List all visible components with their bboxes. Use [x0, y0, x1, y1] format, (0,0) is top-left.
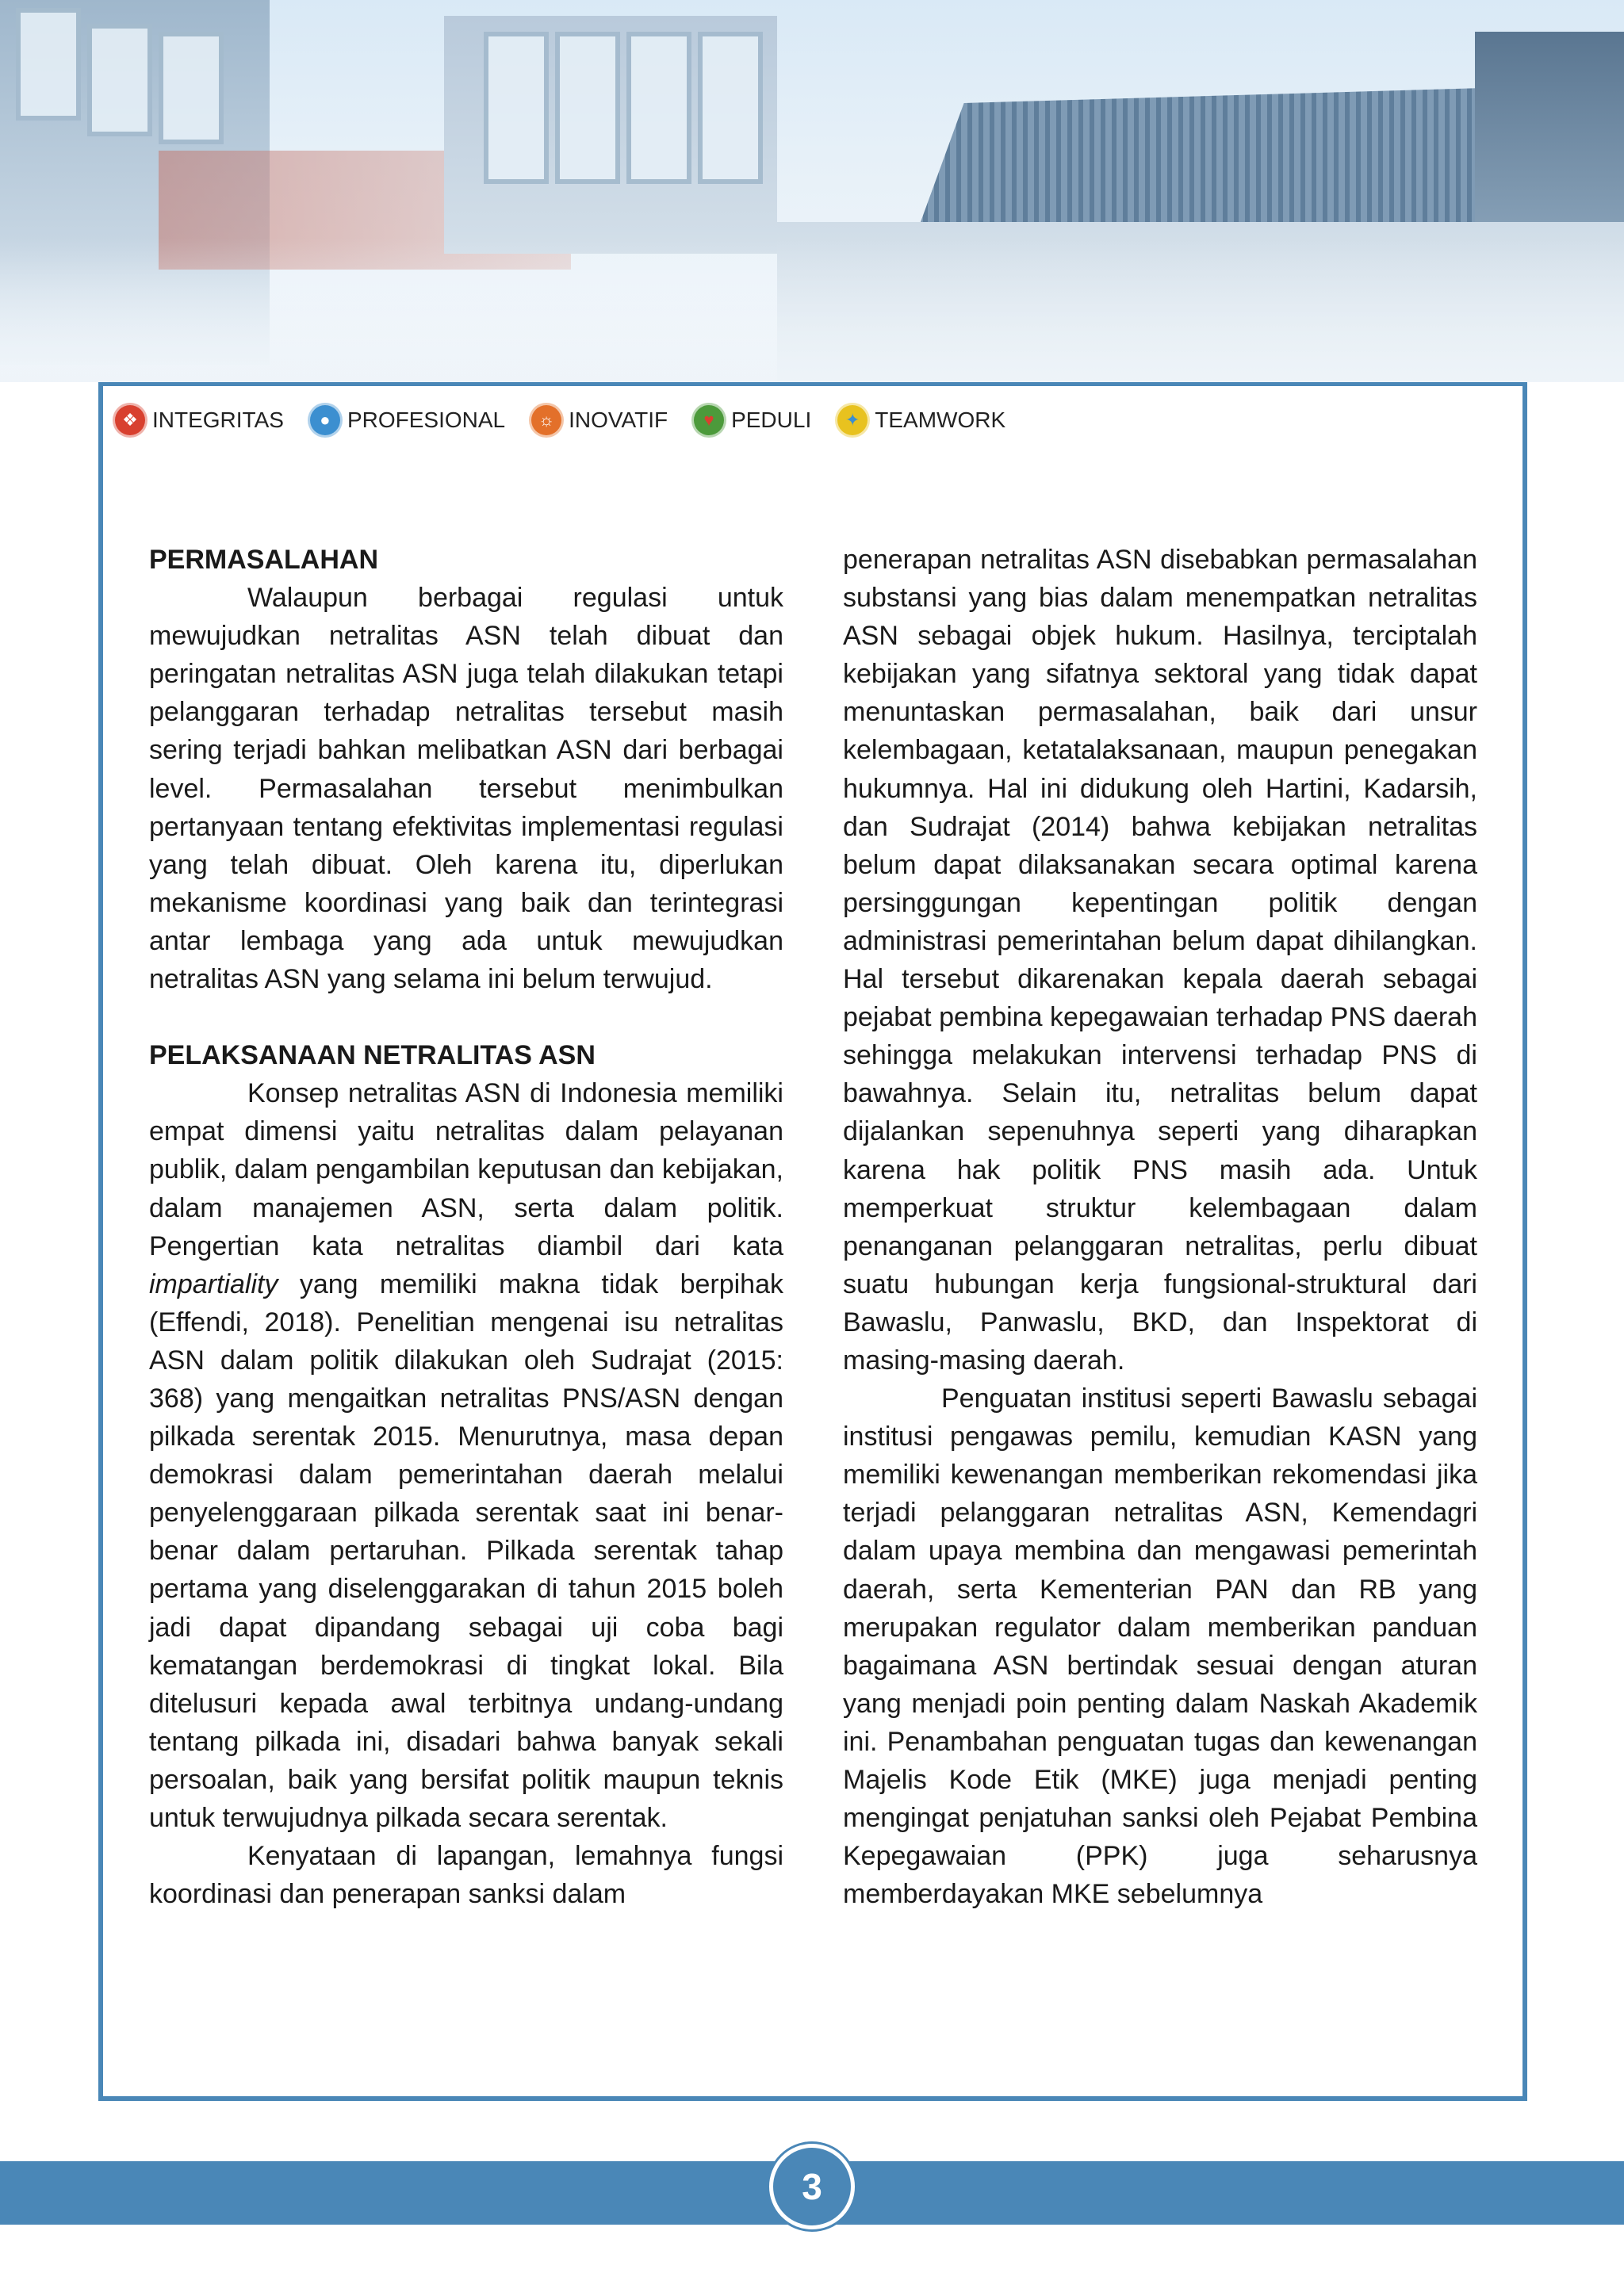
header-fade: [0, 238, 1624, 382]
section-heading-pelaksanaan: PELAKSANAAN NETRALITAS ASN: [149, 1040, 596, 1071]
right-column: [843, 541, 1477, 1913]
window: [159, 32, 224, 144]
core-values-bar: [113, 401, 1029, 439]
paragraph-text: Konsep netralitas ASN di Indonesia memiliki empat dimensi yaitu netralitas dalam pelayanan publik, dalam pengambilan keputusan dan kebijakan, dalam manajemen ASN, serta dalam politik. Pengertian kata netralitas diambil dari kata: [149, 1078, 783, 1261]
paragraph-text: yang memiliki makna tidak berpihak (Effendi, 2018). Penelitian mengenai isu netralitas ASN dalam politik dilakukan oleh Sudrajat (2015: 368) yang mengaitkan netralitas PNS/ASN dengan pilkada serentak 2015. Menurutnya, masa depan demokrasi dalam pemerintahan daerah melalui penyelenggaraan pilkada serentak saat ini benar-benar dalam pertaruhan. Pilkada serentak tahap pertama yang diselenggarakan di tahun 2015 boleh jadi dapat dipandang sebagai uji coba bagi kematangan berdemokrasi di tingkat lokal. Bila ditelusuri kepada awal terbitnya undang-undang tentang pilkada ini, disadari bahwa banyak sekali persoalan, baik yang bersifat politik maupun teknis untuk terwujudnya pilkada secara serentak.: [149, 1269, 783, 1833]
value-integritas: [113, 403, 284, 438]
team-icon: ✦: [835, 403, 870, 438]
window: [626, 32, 691, 184]
page-number: 3: [769, 2144, 855, 2229]
value-label: INTEGRITAS: [152, 408, 284, 432]
value-label: INOVATIF: [569, 408, 668, 432]
heart-hands-icon: ♥: [691, 403, 726, 438]
value-label: PROFESIONAL: [347, 408, 506, 432]
italic-term: impartiality: [149, 1269, 278, 1299]
paragraph: penerapan netralitas ASN disebabkan permasalahan substansi yang bias dalam menempatkan netralitas ASN sebagai objek hukum. Hasilnya, terciptalah kebijakan yang sifatnya sektoral yang tidak dapat menuntaskan permasalahan, baik dari unsur kelembagaan, ketatalaksanaan, maupun penegakan hukumnya. Hal ini didukung oleh Hartini, Kadarsih, dan Sudrajat (2014) bahwa kebijakan netralitas belum dapat dilaksanakan secara optimal karena persinggungan kepentingan politik dengan administrasi pemerintahan belum dapat dihilangkan. Hal tersebut dikarenakan kepala daerah sebagai pejabat pembina kepegawaian terhadap PNS daerah sehingga melakukan intervensi terhadap PNS di bawahnya. Selain itu, netralitas belum dapat dijalankan sepenuhnya seperti yang diharapkan karena hak politik PNS masih ada. Untuk memperkuat struktur kelembagaan dalam penanganan pelanggaran netralitas, perlu dibuat suatu hubungan kerja fungsional-struktural dari Bawaslu, Panwaslu, BKD, dan Inspektorat di masing-masing daerah.: [843, 545, 1477, 1376]
header-photo: [0, 0, 1624, 382]
value-inovatif: [529, 403, 668, 438]
window: [555, 32, 620, 184]
paragraph: Kenyataan di lapangan, lemahnya fungsi koordinasi dan penerapan sanksi dalam: [149, 1841, 783, 1910]
head-icon: ●: [308, 403, 343, 438]
window: [484, 32, 549, 184]
section-heading-permasalahan: PERMASALAHAN: [149, 545, 378, 575]
value-label: PEDULI: [731, 408, 812, 432]
value-label: TEAMWORK: [875, 408, 1006, 432]
value-teamwork: [835, 403, 1005, 438]
window: [698, 32, 763, 184]
value-profesional: [308, 403, 505, 438]
paragraph: Penguatan institusi seperti Bawaslu sebagai institusi pengawas pemilu, kemudian KASN yang memiliki kewenangan memberikan rekomendasi jika terjadi pelanggaran netralitas ASN, Kemendagri dalam upaya membina dan mengawasi pemerintah daerah, serta Kementerian PAN dan RB yang merupakan regulator dalam memberikan panduan bagaimana ASN bertindak sesuai dengan aturan yang menjadi poin penting dalam Naskah Akademik ini. Penambahan penguatan tugas dan kewenangan Majelis Kode Etik (MKE) juga menjadi penting mengingat penjatuhan sanksi oleh Pejabat Pembina Kepegawaian (PPK) juga seharusnya memberdayakan MKE sebelumnya: [843, 1383, 1477, 1910]
paragraph: Walaupun berbagai regulasi untuk mewujudkan netralitas ASN telah dibuat dan peringatan netralitas ASN juga telah dilakukan tetapi pelanggaran terhadap netralitas tersebut masih sering terjadi bahkan melibatkan ASN dari berbagai level. Permasalahan tersebut menimbulkan pertanyaan tentang efektivitas implementasi regulasi yang telah dibuat. Oleh karena itu, diperlukan mekanisme koordinasi yang baik dan terintegrasi antar lembaga yang ada untuk mewujudkan netralitas ASN yang selama ini belum terwujud.: [149, 583, 783, 995]
window: [16, 8, 81, 121]
window: [87, 24, 152, 136]
paragraph: [149, 1074, 783, 1837]
left-column: [149, 541, 783, 1913]
value-peduli: [691, 403, 811, 438]
lightbulb-icon: ☼: [529, 403, 564, 438]
handshake-icon: ❖: [113, 403, 147, 438]
